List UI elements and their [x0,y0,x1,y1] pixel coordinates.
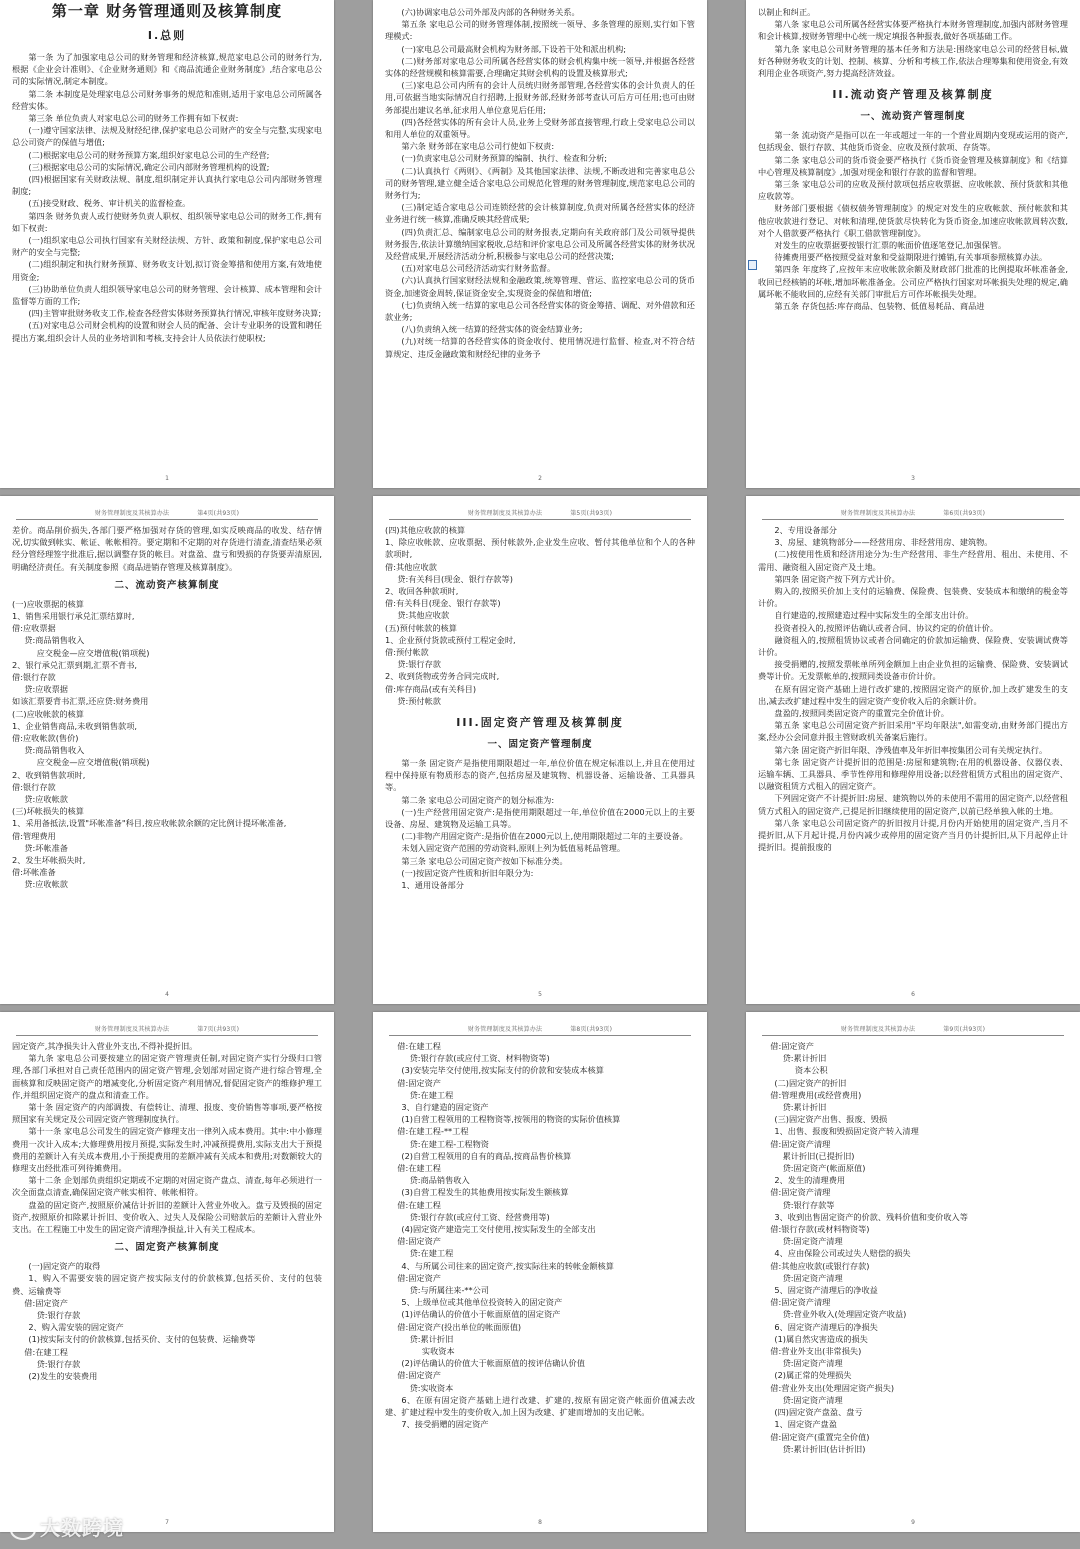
paragraph: 借:在建工程 [397,1163,441,1174]
paragraph: 实收资本 [421,1346,455,1357]
paragraph: 第五条 家电总公司的财务管理体制,按照统一领导、多条管理的原则,实行如下管理模式: [385,19,695,42]
paragraph: (一)按固定资产性质和折旧年限分为: [401,867,534,878]
paragraph: (2)属正常的处理损失 [774,1370,852,1381]
page-4 [0,496,334,1004]
paragraph: 借:应收票据 [12,623,56,634]
paragraph: 借:其他应收款 [385,561,437,572]
paragraph: 6、固定资产清理后的净损失 [774,1321,878,1332]
paragraph: (四)负责汇总、编制家电总公司的财务报表,定期向有关政府部门及公司领导提供财务报告,依法计算缴纳国家税收,总结和评价家电总公司及所属各经营实体的财务状况及经营成果,开展经济活动分析,积极参与家电总公司的经营决策; [385,226,695,262]
chapter-title: 第一章 财务管理通则及核算制度 [51,2,283,20]
paragraph: 1、购入不需要安装的固定资产按实际支付的价款核算,包括买价、支付的包装费、运输费等 [12,1273,322,1296]
page-number: 1 [165,475,169,482]
paragraph: 3、房屋、建筑物部分——经营用房、非经营用房、建筑物。 [774,537,993,548]
paragraph: 在原有固定资产基础上进行改扩建的,按照固定资产的原价,加上改扩建发生的支出,减去改扩建过程中发生的固定资产变价收入后的余额计价。 [758,683,1068,706]
paragraph: 第四条 年度终了,应按年末应收帐款余额及财政部门批准的比例提取坏帐准备金,收回已经核销的坏帐,增加坏帐准备金。公司应严格执行国家对坏帐损失处理的规定,确属坏帐不能收回的,应经有关部门审批后方可作坏帐损失处理。 [758,264,1068,299]
page-5 [373,496,707,1004]
watermark-logo [10,1512,124,1541]
paragraph: 贷:应收票据 [24,684,68,695]
paragraph: 第九条 家电总公司要按建立的固定资产管理责任制,对固定资产实行分级归口管理,各部门承担对自己责任范围内的固定资产管理,会划部对固定资产进行综合管理,全面核算和反映固定资产的增减变化,分析固定资产利用情况,督促固定资产的维修护理工作,并组织固定资产的盘点和清查工作。 [12,1053,322,1100]
paragraph: 1、出售、报废和毁损固定资产转入清理 [774,1126,919,1137]
page-number: 8 [538,1519,542,1526]
paragraph: 贷:营业外收入(处理固定资产收益) [782,1309,907,1320]
paragraph: 差价。商品削价损失,各部门要严格加强对存货的管理,如实反映商品的收发、结存情况,切实做到帐实、帐证、帐帐相符。要定期和不定期的对存货进行清查,清查结果必须经分管经理签字批准后,据以调整存货的帐目。对盘盈、盘亏和毁损的存货要弄清原因,明确经济责任。有关制度参照《商品进销存管理及核算制度》。 [12,525,322,572]
running-header-page: 第6页(共93页) [943,510,986,517]
paragraph: 3、收到出售固定资产的价款、残料价值和变价收入等 [774,1211,968,1222]
paragraph: (3)安装完毕交付使用,按实际支付的价款和安装成本核算 [401,1065,604,1076]
paragraph: 借:固定资产 [397,1077,441,1088]
paragraph: 贷:累计折旧 [782,1102,827,1113]
paragraph: (四)根据国家有关财政法规、制度,组织制定并认真执行家电总公司内部财务管理制度; [12,174,322,197]
paragraph: 1、企业预付货款或预付工程定金时, [385,634,516,645]
paragraph: 贷:固定资产清理 [782,1236,843,1247]
paragraph: 第三条 单位负责人对家电总公司的财务工作拥有如下权责: [28,113,239,124]
paragraph: 借:固定资产(投出单位的帐面原值) [397,1321,522,1332]
paragraph: (三)家电总公司内所有的会计人员统归财务部管理,各经营实体的会计负责人的任用,可依据当地实际情况自行招聘,上报财务部,经财务部考查认可后方可任用;也可由财务部提出建议名单,征求用人单位意见后任用; [385,80,695,115]
paragraph: 借:坏帐准备 [12,867,56,878]
paragraph: 贷:坏帐准备 [24,842,68,853]
page-body [758,524,1068,853]
section-title: II.流动资产管理及核算制度 [832,88,994,102]
paragraph: 贷:预付帐款 [397,695,441,706]
paragraph: (五)接受财政、税务、审计机关的监督检查。 [28,198,191,209]
paragraph: 第二条 家电总公司固定资产的划分标准为: [401,794,555,805]
paragraph: (七)负责纳入统一结算的家电总公司各经营实体的资金筹措、调配、对外借款和还款业务; [385,299,695,323]
comment-marker-icon[interactable] [748,260,757,270]
paragraph: 借:固定资产 [770,1041,814,1051]
paragraph: (五)对家电总公司经济活动实行财务监督。 [401,263,556,274]
paragraph: 第六条 财务部在家电总公司行使如下权责: [401,141,555,152]
paragraph: 借:银行存款(或材料物资等) [770,1224,870,1235]
paragraph: (三)坏帐损失的核算 [12,806,84,817]
paragraph: (2)发生的安装费用 [28,1371,98,1382]
page-body [12,2,322,344]
paragraph: 借:固定资产清理 [770,1187,831,1198]
paragraph: 贷:其他应收款 [397,610,450,621]
paragraph: (3)自营工程发生的其他费用按实际发生额核算 [401,1187,569,1198]
paragraph: 贷:有关科目(现金、银行存款等) [397,573,513,584]
paragraph: (1)评估确认的价值小于帐面原值的固定资产 [401,1309,561,1320]
paragraph: 贷:应收帐款 [24,794,68,805]
paragraph: 第一条 为了加强家电总公司的财务管理和经济核算,规范家电总公司的财务行为,根据《企业会计准则》、《企业财务通则》和《商品流通企业财务制度》,结合家电总公司的实际情况,制定本制度。 [12,52,322,87]
paragraph: (八)负责纳入统一结算的经营实体的资金结算业务; [401,324,583,335]
paragraph: 借:固定资产 [397,1236,441,1247]
paragraph: 2、银行承兑汇票到期,汇票不背书, [12,659,138,670]
paragraph: 借:在建工程 [397,1199,441,1210]
paragraph: 如该汇票要背书汇票,还应贷:财务费用 [12,696,149,707]
paragraph: 借:银行存款 [12,781,56,792]
running-header [762,508,1064,520]
paragraph: 第八条 家电总公司所属各经营实体要严格执行本财务管理制度,加强内部财务管理和会计核算,按财务管理中心统一规定填报各种报表,做好各项基础工作。 [758,19,1068,42]
paragraph: 第五条 家电总公司固定资产折旧采用"平均年限法",如需变动,由财务部门提出方案,经办公会同意并报主管财政机关备案后施行。 [758,720,1068,743]
paragraph: 贷:固定资产清理 [782,1272,843,1283]
paragraph: (二)根据家电总公司的财务预算方案,组织好家电总公司的生产经营; [28,149,270,160]
paragraph: 第二条 家电总公司的货币资金要严格执行《货币资金管理及核算制度》和《结算中心管理及核算制度》,加强对现金和银行存款的监督和管理。 [758,154,1068,177]
running-header-page: 第8页(共93页) [570,1026,613,1033]
paragraph: 5、上级单位或其他单位投资转入的固定资产 [401,1297,563,1308]
page-number: 5 [538,991,542,998]
page-number: 7 [165,1519,169,1526]
paragraph: 第一条 固定资产是指使用期限超过一年,单位价值在规定标准以上,并且在使用过程中保持原有物质形态的资产,包括房屋及建筑物、机器设备、运输设备、工具器具等。 [385,758,695,793]
paragraph: 1、企业销售商品,未收到销售款项, [12,720,138,731]
paragraph: 累计折旧(已提折旧) [782,1150,855,1161]
paragraph: 贷:银行存款 [397,659,441,670]
paragraph: (二)应收帐款的核算 [12,708,84,719]
paragraph: (一)遵守国家法律、法规及财经纪律,保护家电总公司财产的安全与完整,实现家电总公司资产的保值与增值; [12,125,322,148]
paragraph: 贷:固定资产清理 [782,1394,843,1405]
paragraph: 第六条 固定资产折旧年限、净残值率及年折旧率按集团公司有关规定执行。 [774,744,1048,755]
page-6 [746,496,1080,1004]
page-body [12,524,322,891]
page-body [758,6,1068,312]
paragraph: 2、购入需安装的固定资产 [28,1322,124,1333]
paragraph: (2)评估确认的价值大于帐面原值的按评估确认价值 [401,1358,585,1369]
section-title: I.总则 [147,29,187,42]
running-header-page: 第5页(共93页) [570,510,613,517]
page-body [385,524,695,891]
running-header-title: 财务管理制度及其核算办法 [840,1026,916,1033]
paragraph: 借:营业外支出(非常损失) [770,1346,862,1357]
paragraph: 借:固定资产清理 [770,1138,831,1149]
paragraph: (三)协助单位负责人组织领导家电总公司的财务管理、会计核算、成本管理和会计监督等方面的工作; [12,283,322,307]
watermark-logo-icon [10,1520,36,1540]
paragraph: 第四条 固定资产按下列方式计价。 [774,573,900,584]
paragraph: 1、采用备抵法,设置"坏帐准备"科目,按应收帐款余额的定比例计提坏帐准备, [12,818,287,829]
paragraph: (4)固定资产建造完工交付使用,按实际发生的全部支出 [401,1224,596,1235]
paragraph: (1)属自然灾害造成的损失 [774,1333,868,1344]
paragraph: 贷:商品销售收入 [409,1175,470,1186]
paragraph: 对发生的应收票据要按银行汇票的帐面价值逐笔登记,加强保管。 [774,240,1007,251]
paragraph: 5、固定资产清理后的净收益 [774,1285,878,1296]
paragraph: 接受捐赠的,按照发票帐单所列金额加上由企业负担的运输费、保险费、安装调试费等计价。无发票帐单的,按照同类设备市价计价。 [758,659,1068,682]
paragraph: 借:在建工程 [397,1041,441,1051]
paragraph: 贷:累计折旧 [409,1333,454,1344]
running-header-page: 第4页(共93页) [197,510,240,517]
paragraph: (二)财务部对家电总公司所属各经营实体的财会机构集中统一领导,并根据各经营实体的经营规模和核算需要,合理确定其财会机构的设置及核算形式; [385,55,695,79]
page-number: 4 [165,991,169,998]
section-title: III.固定资产管理及核算制度 [456,716,624,730]
page-number: 2 [538,475,542,482]
running-header-title: 财务管理制度及其核算办法 [94,1026,170,1033]
running-header [389,508,691,520]
paragraph: (一)家电总公司最高财会机构为财务部,下设若干处和派出机构; [401,43,627,54]
paragraph: 第三条 家电总公司固定资产按如下标准分类。 [401,855,568,866]
running-header [16,1024,318,1036]
paragraph: 盘盈的,按照同类固定资产的重置完全价值计价。 [774,708,949,719]
paragraph: 贷:固定资产清理 [782,1358,843,1369]
paragraph: (1)按实际支付的价款核算,包括买价、支付的包装费、运输费等 [28,1334,256,1345]
page-3 [746,0,1080,488]
paragraph: 第十二条 企划部负责组织定期或不定期的对固定资产盘点、清查,每年必须进行一次全面盘点清查,确保固定资产帐实相符、帐帐相符。 [12,1175,322,1198]
paragraph: 第五条 存货包括:库存商品、包装物、低值易耗品、商品进 [774,301,985,312]
paragraph: 借:管理费用(或经营费用) [770,1089,862,1100]
running-header-title: 财务管理制度及其核算办法 [94,510,170,517]
paragraph: (四)固定资产盘盈、盘亏 [774,1407,863,1418]
paragraph: (六)协调家电总公司外部及内部的各种财务关系。 [401,7,580,17]
paragraph: 6、在原有固定资产基础上进行改建、扩建的,按原有固定资产帐面价值减去改建、扩建过程中发生的变价收入,加上因为改建、扩建而增加的支出记帐。 [385,1394,695,1418]
paragraph: (三)根据家电总公司的实际情况,确定公司内部财务管理机构的设置; [28,161,270,172]
paragraph: (二)非物产用固定资产:是指价值在2000元以上,使用期限超过二年的主要设备。 [401,831,688,842]
paragraph: 7、接受捐赠的固定资产 [401,1419,489,1430]
running-header [16,508,318,520]
paragraph: 贷:累计折旧(估计折旧) [782,1443,866,1454]
running-header [389,1024,691,1036]
paragraph: 第十条 固定资产的内部调拨、有偿转让、清理、报废、变价销售等事项,要严格按照国家有关规定及公司固定资产管理制度执行。 [12,1102,322,1125]
paragraph: 贷:银行存款 [36,1358,81,1369]
paragraph: 固定资产,其净损失计入营业外支出,不得补提折旧。 [12,1041,198,1051]
running-header [762,1024,1064,1036]
paragraph: (一)组织家电总公司执行国家有关财经法规、方针、政策和制度,保护家电总公司财产的安全与完整; [12,235,322,258]
paragraph: (四)主管审批财务收支工作,检查各经营实体财务预算执行情况,审核年度财务决算; [28,308,322,319]
paragraph: 2、收到货物或劳务合同完成时, [385,671,500,682]
paragraph: (五)对家电总公司财会机构的设置和财会人员的配备、会计专业职务的设置和聘任提出方案,组织会计人员的业务培训和考核,支持会计人员依法行使职权; [12,320,322,343]
paragraph: 贷:银行存款等 [782,1199,835,1210]
paragraph: 投资者投入的,按照评估确认或者合同、协议约定的价值计价。 [774,622,999,633]
paragraph: 借:固定资产清理 [770,1297,831,1308]
paragraph: (六)认真执行国家财经法规和金融政策,统筹管理、营运、监控家电总公司的货币资金,加速资金周转,保证资金安全,实现资金的保值和增值; [385,275,695,298]
paragraph: 借:应收帐款(售价) [12,733,79,744]
paragraph: 借:有关科目(现金、银行存款等) [385,598,501,609]
paragraph: 第八条 家电总公司固定资产的折旧按月计提,月份内开始使用的固定资产,当月不提折旧,从下月起计提,月份内减少或停用的固定资产当月仍计提折旧,从下月起停止计提折旧。提前报废的 [758,817,1068,853]
paragraph: 贷:在建工程 [409,1248,454,1259]
page-7 [0,1012,334,1532]
paragraph: 借:管理费用 [12,830,56,841]
paragraph: 借:营业外支出(处理固定资产损失) [770,1382,895,1393]
paragraph: 贷:银行存款(或应付工资、经营费用等) [409,1211,550,1222]
paragraph: 财务部门要根据《债权债务管理制度》的规定对发生的应收帐款、预付帐款和其他应收款进行登记、对帐和清理,使货款尽快转化为货币资金,加速应收帐款周转次数,对个人借款要严格执行《职工借款管理制度》。 [758,203,1068,238]
page-2 [373,0,707,488]
paragraph: 待摊费用要严格按照受益对象和受益期限进行摊销,有关事项参照核算办法。 [774,252,1048,263]
paragraph: 2、收回各种款项时, [385,586,459,597]
paragraph: 借:固定资产 [397,1370,441,1381]
paragraph: (三)固定资产出售、报废、毁损 [774,1114,888,1125]
paragraph: 贷:银行存款(或应付工资、材料物资等) [409,1053,550,1064]
paragraph: 4、应由保险公司或过失人赔偿的损失 [774,1248,911,1259]
paragraph: 第十一条 家电总公司发生的固定资产修理支出一律列入成本费用。其中:中小修理费用一次计入成本;大修理费用按月预提,实际发生时,冲减预提费用,实际支出大于预提费用的差额计入有关成本费用,小于预提费用的差额冲减有关成本和费用;对数额较大的修理支出经批准可列待摊费用。 [12,1126,322,1174]
paragraph: 1、通用设备部分 [401,880,464,891]
paragraph: 借:固定资产 [397,1272,441,1283]
paragraph: (九)对统一结算的各经营实体的资金收付、使用情况进行监督、检查,对不符合结算规定、违反金融政策和财经纪律的业务予 [385,336,695,359]
paragraph: 第二条 本制度是处理家电总公司财务事务的规范和准则,适用于家电总公司所属各经营实体。 [12,88,322,111]
paragraph: 借:其他应收款(或银行存款) [770,1260,870,1271]
running-header-page: 第7页(共93页) [197,1026,240,1033]
paragraph: 贷:与所属往来-**公司 [409,1285,489,1296]
page-body [758,1040,1068,1455]
paragraph: 未划入固定资产范围的劳动资料,原则上列为低值易耗品管理。 [401,843,626,854]
paragraph: 贷:在建工程-工程物资 [409,1138,489,1149]
paragraph: 1、销售采用银行承兑汇票结算时, [12,611,135,622]
page-body [385,1040,695,1431]
paragraph: (四)其他应收款的核算 [385,525,466,535]
paragraph: 4、与所属公司往来的固定资产,按实际往来的转帐金额核算 [401,1260,614,1271]
paragraph: 3、自行建造的固定资产 [401,1102,489,1113]
paragraph: (二)组织制定和执行财务预算、财务收支计划,拟订资金筹措和使用方案,有效地使用资金; [12,259,322,282]
running-header-title: 财务管理制度及其核算办法 [467,1026,543,1033]
paragraph: (三)制定适合家电总公司连锁经营的会计核算制度,负责对所属各经营实体的经济业务进行统一核算,准确反映其经营成果; [385,202,695,225]
subsection-title: 一、固定资产管理制度 [487,739,593,751]
paragraph: 应交税金—应交增值税(销项税) [36,647,150,658]
paragraph: 资本公积 [794,1065,828,1076]
paragraph: 第四条 财务负责人或行使财务负责人职权、组织领导家电总公司的财务工作,拥有如下权责: [12,210,322,233]
page-body [385,6,695,360]
running-header-page: 第9页(共93页) [943,1026,986,1033]
page-body [12,1040,322,1382]
paragraph: (一)负责家电总公司财务预算的编制、执行、检查和分析; [401,153,608,164]
paragraph: 借:在建工程-**工程 [397,1126,469,1137]
page-number: 3 [911,475,915,482]
paragraph: (五)预付帐款的核算 [385,622,457,633]
paragraph: (2)自营工程领用的自有的商品,按商品售价核算 [401,1150,572,1161]
running-header-title: 财务管理制度及其核算办法 [467,510,543,517]
paragraph: (二)按使用性质和经济用途分为:生产经营用、非生产经营用、租出、未使用、不需用、融资租入固定资产及土地。 [758,549,1068,572]
paragraph: 1、除应收帐款、应收票据、预付帐款外,企业发生应收、暂付其他单位和个人的各种款项时, [385,537,695,560]
running-header-title: 财务管理制度及其核算办法 [840,510,916,517]
paragraph: 贷:银行存款 [36,1310,81,1321]
subsection-title: 二、流动资产核算制度 [114,579,220,591]
paragraph: 贷:实收资本 [409,1382,454,1393]
paragraph: 2、发生坏帐损失时, [12,855,86,866]
paragraph: 第七条 固定资产计提折旧的范围是:房屋和建筑物;在用的机器设备、仪器仪表、运输车辆、工具器具、季节性停用和修理停用设备;以经营租赁方式租出的固定资产、以融资租赁方式租入的固定资产。 [758,756,1068,792]
paragraph: 1、固定资产盘盈 [774,1419,837,1430]
paragraph: 2、专用设备部分 [774,525,837,535]
watermark-text: 大数跨境 [40,1516,124,1540]
paragraph: 第三条 家电总公司的应收及预付款项包括应收票据、应收帐款、预付货款和其他应收款等。 [758,179,1068,202]
page-number: 6 [911,991,915,998]
paragraph: 第一条 流动资产是指可以在一年或超过一年的一个营业周期内变现或运用的资产,包括现金、银行存款、其他货币资金、应收及预付款项、存货等。 [758,130,1068,153]
paragraph: 购入的,按照买价加上支付的运输费、保险费、包装费、安装成本和缴纳的税金等计价。 [758,586,1068,609]
paragraph: (二)固定资产的折旧 [774,1077,847,1088]
paragraph: 借:固定资产(重置完全价值) [770,1431,870,1442]
paragraph: 借:预付帐款 [385,647,429,658]
page-1 [0,0,334,488]
paragraph: 借:固定资产 [24,1297,68,1308]
paragraph: 贷:商品销售收入 [24,745,85,756]
paragraph: (二)认真执行《两则》、《两制》及其他国家法律、法规,不断改进和完善家电总公司的财务管理,建立健全适合家电总公司规范化管理的财务管理制度,规范家电总公司的财务行为; [385,165,695,201]
paragraph: 借:银行存款 [12,672,56,683]
paragraph: 下列固定资产不计提折旧:房屋、建筑物以外的未使用不需用的固定资产,以经营租赁方式租入的固定资产,已提足折旧继续使用的固定资产,以前已经单独入帐的土地。 [758,793,1068,816]
paragraph: 借:在建工程 [24,1346,68,1357]
paragraph: (一)应收票据的核算 [12,598,84,609]
subsection-title: 二、固定资产核算制度 [114,1242,220,1254]
page-9 [746,1012,1080,1532]
paragraph: 第九条 家电总公司财务管理的基本任务和方法是:围绕家电总公司的经营目标,做好各种财务收支的计划、控制、核算、分析和考核工作,依法合理筹集和使用资金,有效利用企业各项资产,努力提高经济效益。 [758,43,1068,79]
paragraph: 应交税金—应交增值税(销项税) [36,757,150,768]
paragraph: (1)自营工程领用的工程物资等,按领用的物资的实际价值核算 [401,1114,621,1125]
paragraph: 借:库存商品(或有关科目) [385,683,477,694]
paragraph: 2、发生的清理费用 [774,1175,846,1186]
paragraph: 2、收到销售款项时, [12,769,86,780]
paragraph: (一)固定资产的取得 [28,1261,101,1272]
subsection-title: 一、流动资产管理制度 [860,111,966,123]
paragraph: (一)生产经营用固定资产:是指使用期限超过一年,单位价值在2000元以上的主要设备、房屋、建筑物及运输工具等。 [385,806,695,830]
paragraph: 贷:固定资产(帐面原值) [782,1163,866,1174]
paragraph: 自行建造的,按照建造过程中实际发生的全部支出计价。 [774,610,974,621]
paragraph: 贷:累计折旧 [782,1053,827,1064]
paragraph: 贷:商品销售收入 [24,635,85,646]
paragraph: (四)各经营实体的所有会计人员,业务上受财务部直接管理,行政上受家电总公司以和用人单位的双重领导。 [385,116,695,140]
paragraph: 盘盈的固定资产,按照原价减估计折旧的差额计入营业外收入。盘亏及毁损的固定资产,按照原价扣除累计折旧、变价收入、过失人及保险公司赔款后的差额计入营业外支出。在工程施工中发生的固定资产清理净损益,计入有关工程成本。 [12,1199,322,1235]
page-number: 9 [911,1519,915,1526]
paragraph: 贷:在建工程 [409,1089,454,1100]
paragraph: 以制止和纠正。 [758,7,816,17]
paragraph: 贷:应收帐款 [24,879,68,890]
page-8 [373,1012,707,1532]
paragraph: 融资租入的,按照租赁协议或者合同确定的价款加运输费、保险费、安装调试费等计价。 [758,634,1068,658]
